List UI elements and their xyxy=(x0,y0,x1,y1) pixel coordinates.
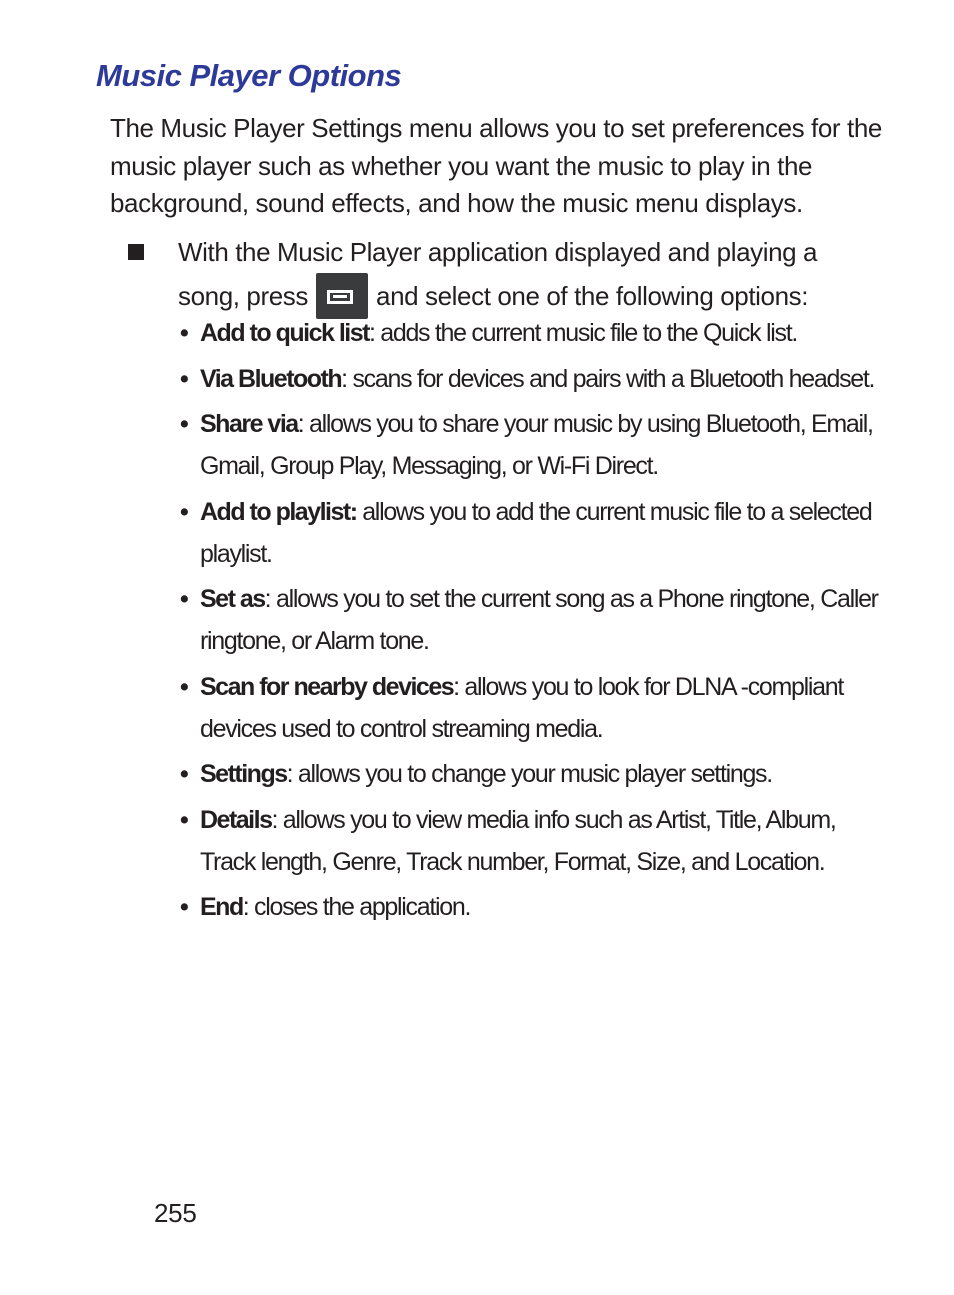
square-bullet-icon xyxy=(128,244,144,260)
step-text-after-icon: and select one of the following options: xyxy=(376,280,809,311)
option-description: : allows you to share your music by using Bluetooth, Email, Gmail, Group Play, Messaging, or Wi-Fi Direct. xyxy=(200,410,873,480)
option-scan-for-nearby-devices xyxy=(180,666,880,750)
option-description: : allows you to look for DLNA -compliant devices used to control streaming media. xyxy=(200,672,843,743)
bullet-dot-icon: • xyxy=(180,364,188,393)
option-term: Add to playlist: xyxy=(200,497,357,526)
options-list xyxy=(180,312,880,932)
bullet-dot-icon: • xyxy=(180,319,188,347)
option-details xyxy=(180,799,880,883)
option-add-to-quick-list xyxy=(180,312,880,354)
option-add-to-playlist xyxy=(180,491,880,575)
option-description: : allows you to change your music player settings. xyxy=(286,760,772,788)
option-via-bluetooth xyxy=(180,358,880,400)
option-share-via xyxy=(180,403,880,487)
option-description: : adds the current music file to the Quick list. xyxy=(368,319,798,347)
option-description: : allows you to view media info such as Artist, Title, Album, Track length, Genre, Track number, Format, Size, and Location. xyxy=(200,805,836,876)
option-set-as xyxy=(180,578,880,662)
bullet-dot-icon: • xyxy=(180,497,188,526)
option-description: : closes the application. xyxy=(242,893,471,921)
bullet-dot-icon: • xyxy=(180,672,188,701)
bullet-dot-icon: • xyxy=(180,760,188,788)
page-number: 255 xyxy=(154,1198,197,1228)
section-heading: Music Player Options xyxy=(96,58,402,93)
option-description: allows you to add the current music file to a selected playlist. xyxy=(200,497,872,568)
instruction-step xyxy=(178,232,878,320)
option-term: Via Bluetooth xyxy=(200,364,342,393)
bullet-dot-icon: • xyxy=(180,585,188,613)
option-term: Set as xyxy=(200,585,265,613)
bullet-dot-icon: • xyxy=(180,410,188,438)
option-description: : scans for devices and pairs with a Bluetooth headset. xyxy=(341,364,875,393)
option-term: Details xyxy=(200,805,272,834)
step-text-before-icon: song, press xyxy=(178,280,309,311)
step-text-line1: With the Music Player application displayed and playing a xyxy=(178,237,818,267)
option-term: End xyxy=(200,893,243,921)
option-term: Share via xyxy=(200,410,298,438)
option-end xyxy=(180,886,880,928)
bullet-dot-icon: • xyxy=(180,805,188,834)
option-settings xyxy=(180,753,880,795)
option-description: : allows you to set the current song as a Phone ringtone, Caller ringtone, or Alarm tone. xyxy=(200,585,878,655)
intro-paragraph: The Music Player Settings menu allows you to set preferences for the music player such as whether you want the music to play in the background, sound effects, and how the music menu displays. xyxy=(110,113,882,218)
option-term: Add to quick list xyxy=(200,319,369,347)
option-term: Settings xyxy=(200,760,287,788)
bullet-dot-icon: • xyxy=(180,893,188,921)
option-term: Scan for nearby devices xyxy=(200,672,454,701)
